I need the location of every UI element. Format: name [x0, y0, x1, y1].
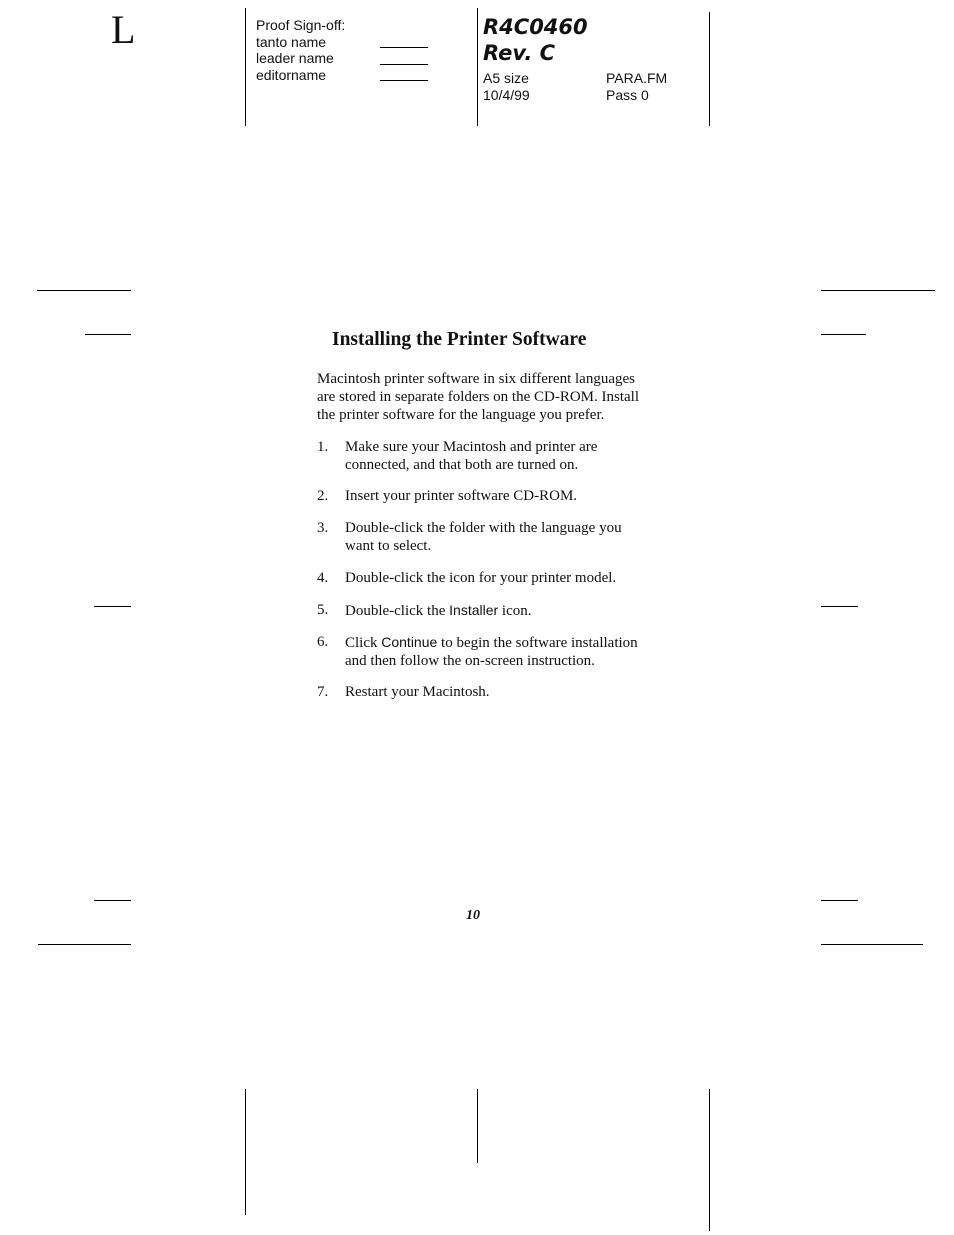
step-text-part: Click: [345, 635, 382, 651]
step-number: 5.: [317, 602, 329, 618]
doc-size: A5 size: [483, 70, 529, 86]
step-number: 6.: [317, 634, 329, 650]
step-line: Double-click the icon for your printer model.: [345, 570, 617, 586]
crop-mark-left-1: [37, 290, 131, 291]
step-number: 1.: [317, 439, 329, 455]
intro-line: are stored in separate folders on the CD-ROM. Install: [317, 389, 639, 405]
step-text: [345, 633, 685, 670]
ui-term-continue: Continue: [381, 634, 438, 650]
proof-signoff: [256, 17, 345, 83]
intro-line: the printer software for the language you prefer.: [317, 407, 605, 423]
step-line: want to select.: [345, 538, 432, 554]
crop-mark-right-2: [821, 334, 866, 335]
crop-mark-right-3: [821, 606, 858, 607]
intro-paragraph: [317, 370, 677, 424]
ui-term-installer: Installer: [449, 602, 499, 618]
step-number: 4.: [317, 570, 329, 586]
bottom-rule-middle: [477, 1089, 478, 1163]
proof-signoff-title: Proof Sign-off:: [256, 17, 346, 33]
doc-revision: Rev. C: [483, 41, 556, 65]
step-text-part: Double-click the: [345, 603, 450, 619]
step-text: [345, 519, 685, 555]
crop-mark-right-5: [821, 944, 923, 945]
crop-mark-left-3: [94, 606, 131, 607]
intro-line: Macintosh printer software in six different languages: [317, 371, 635, 387]
step-line: Restart your Macintosh.: [345, 684, 490, 700]
crop-mark-left-2: [85, 334, 131, 335]
step-text: [345, 438, 685, 474]
step-line: [345, 633, 685, 652]
proof-name-leader: leader name: [256, 50, 334, 66]
step-line: Make sure your Macintosh and printer are: [345, 439, 598, 455]
step-text-part: icon.: [498, 603, 532, 619]
bottom-rule-left: [245, 1089, 246, 1215]
top-rule-middle: [477, 8, 478, 126]
doc-date: 10/4/99: [483, 87, 530, 103]
section-heading: Installing the Printer Software: [332, 329, 587, 350]
crop-mark-left-5: [38, 944, 131, 945]
step-number: 7.: [317, 684, 329, 700]
corner-mark: L: [111, 7, 136, 52]
doc-pass: Pass 0: [606, 87, 649, 103]
step-line: and then follow the on-screen instruction.: [345, 653, 595, 669]
doc-id: [483, 14, 588, 66]
step-line: Insert your printer software CD-ROM.: [345, 488, 578, 504]
signoff-line-editor: [380, 80, 428, 81]
step-text: [345, 569, 685, 587]
doc-code: R4C0460: [483, 15, 588, 39]
step-text: [345, 601, 685, 620]
top-rule-left: [245, 8, 246, 126]
step-text-part: to begin the software installation: [437, 635, 638, 651]
page-number: 10: [466, 908, 480, 923]
proof-name-editor: editorname: [256, 66, 327, 83]
step-text: [345, 487, 685, 505]
top-rule-right: [709, 12, 710, 126]
doc-file: PARA.FM: [606, 70, 668, 86]
step-line: Double-click the folder with the language you: [345, 520, 622, 536]
step-number: 2.: [317, 488, 329, 504]
bottom-rule-right: [709, 1089, 710, 1231]
signoff-line-leader: [380, 64, 428, 65]
step-text: [345, 683, 685, 701]
proof-name-tanto: tanto name: [256, 33, 327, 50]
crop-mark-right-1: [821, 290, 935, 291]
crop-mark-right-4: [821, 900, 858, 901]
step-line: [345, 601, 685, 620]
crop-mark-left-4: [94, 900, 131, 901]
step-line: connected, and that both are turned on.: [345, 457, 579, 473]
signoff-line-tanto: [380, 47, 428, 48]
step-number: 3.: [317, 520, 329, 536]
